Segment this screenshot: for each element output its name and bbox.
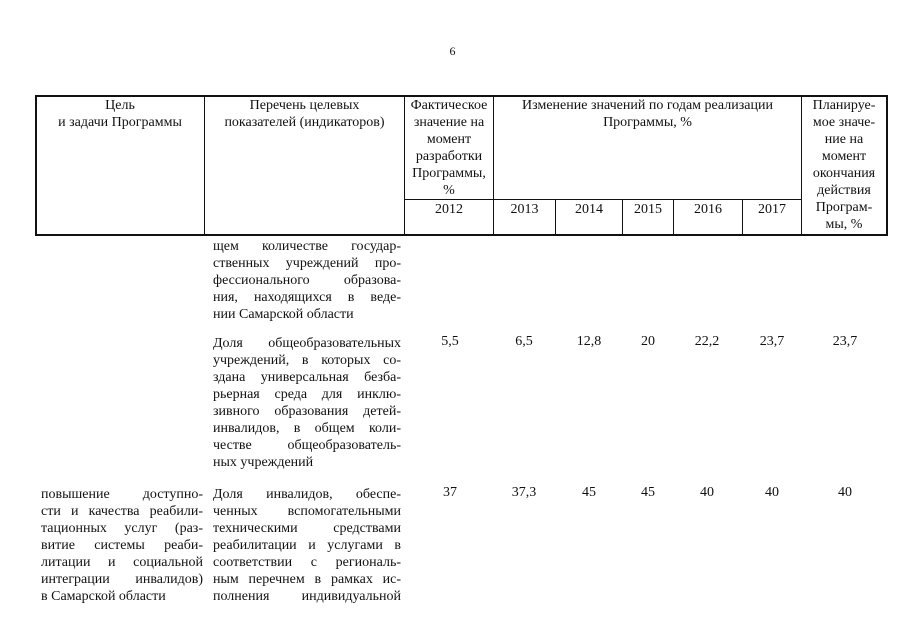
header-indicators-line: Перечень целевых (249, 98, 360, 113)
header-goal-line: и задачи Программы (58, 115, 182, 130)
text-line: полнения индивидуальной (213, 589, 401, 604)
header-changes (494, 97, 801, 131)
header-bottom-border (35, 234, 887, 236)
page-number: 6 (449, 44, 456, 58)
text-line: литации и социальной (41, 555, 203, 570)
vline-1 (204, 95, 205, 236)
year-2017: 2017 (758, 202, 786, 217)
text-line: ченных вспомогательными (213, 504, 401, 519)
text-line: техническими средствами (213, 521, 401, 536)
text-line: витие системы реаби- (41, 538, 203, 553)
text-line: ных учреждений (213, 455, 314, 470)
text-line: сти и качества реабили- (41, 504, 203, 519)
value-2017: 23,7 (759, 334, 785, 349)
text-line: ственных учреждений про- (213, 256, 401, 271)
header-actual (405, 97, 493, 199)
header-planned-line: ние на (824, 132, 864, 147)
header-planned (802, 97, 886, 233)
year-2016: 2016 (694, 202, 722, 217)
year-2015: 2015 (634, 202, 662, 217)
value-2012: 37 (443, 485, 457, 500)
header-goal-line: Цель (105, 98, 135, 113)
value-2015: 20 (641, 334, 655, 349)
value-2014: 45 (582, 485, 596, 500)
header-planned-line: Програм- (815, 200, 873, 215)
row3-goal (41, 486, 203, 605)
year-2014: 2014 (575, 202, 603, 217)
text-line: ния, находящихся в веде- (213, 290, 401, 305)
row2-indicator (213, 335, 401, 471)
header-actual-line: Фактическое (410, 98, 488, 113)
value-planned: 23,7 (832, 334, 858, 349)
text-line: интеграции инвалидов) (41, 572, 203, 587)
header-indicators (206, 97, 403, 131)
value-2014: 12,8 (576, 334, 602, 349)
value-2017: 40 (765, 485, 779, 500)
header-planned-line: Планируе- (812, 98, 876, 113)
value-planned: 40 (838, 485, 852, 500)
vline-9 (886, 95, 888, 236)
text-line: инвалидов, в общем коли- (213, 421, 401, 436)
year-2012: 2012 (435, 202, 463, 217)
text-line: ным перечнем в рамках ис- (213, 572, 401, 587)
value-2015: 45 (641, 485, 655, 500)
text-line: Доля общеобразовательных (213, 336, 401, 351)
text-line: здана универсальная безба- (213, 370, 401, 385)
row3-indicator (213, 486, 401, 605)
header-changes-line: Программы, % (603, 115, 692, 130)
header-planned-line: действия (817, 183, 871, 198)
text-line: повышение доступно- (41, 487, 203, 502)
text-line: Доля инвалидов, обеспе- (213, 487, 401, 502)
header-planned-line: мы, % (825, 217, 863, 232)
value-2016: 22,2 (694, 334, 720, 349)
text-line: честве общеобразователь- (213, 438, 401, 453)
text-line: соответствии с региональ- (213, 555, 401, 570)
header-planned-line: мое значе- (812, 115, 876, 130)
text-line: тационных услуг (раз- (41, 521, 203, 536)
value-2012: 5,5 (441, 334, 459, 349)
year-2013: 2013 (510, 202, 539, 217)
text-line: реабилитации и услугами в (213, 538, 401, 553)
header-goal (37, 97, 203, 131)
header-indicators-line: показателей (индикаторов) (224, 115, 385, 130)
header-planned-line: момент (821, 149, 867, 164)
header-actual-line: разработки (415, 149, 483, 164)
text-line: нии Самарской области (213, 307, 354, 322)
header-planned-line: окончания (812, 166, 876, 181)
text-line: рьерная среда для инклю- (213, 387, 401, 402)
text-line: фессионального образова- (213, 273, 401, 288)
value-2013: 6,5 (515, 334, 533, 349)
header-actual-line: Программы, (412, 166, 486, 181)
text-line: учреждений, в которых со- (213, 353, 401, 368)
header-actual-line: % (443, 183, 455, 198)
value-2016: 40 (700, 485, 714, 500)
row1-indicator (213, 238, 401, 323)
value-2013: 37,3 (511, 485, 537, 500)
header-changes-line: Изменение значений по годам реализации (522, 98, 773, 113)
text-line: в Самарской области (41, 589, 166, 604)
text-line: зивного образования детей- (213, 404, 401, 419)
header-actual-line: момент (426, 132, 472, 147)
text-line: щем количестве государ- (213, 239, 401, 254)
header-actual-line: значение на (413, 115, 485, 130)
